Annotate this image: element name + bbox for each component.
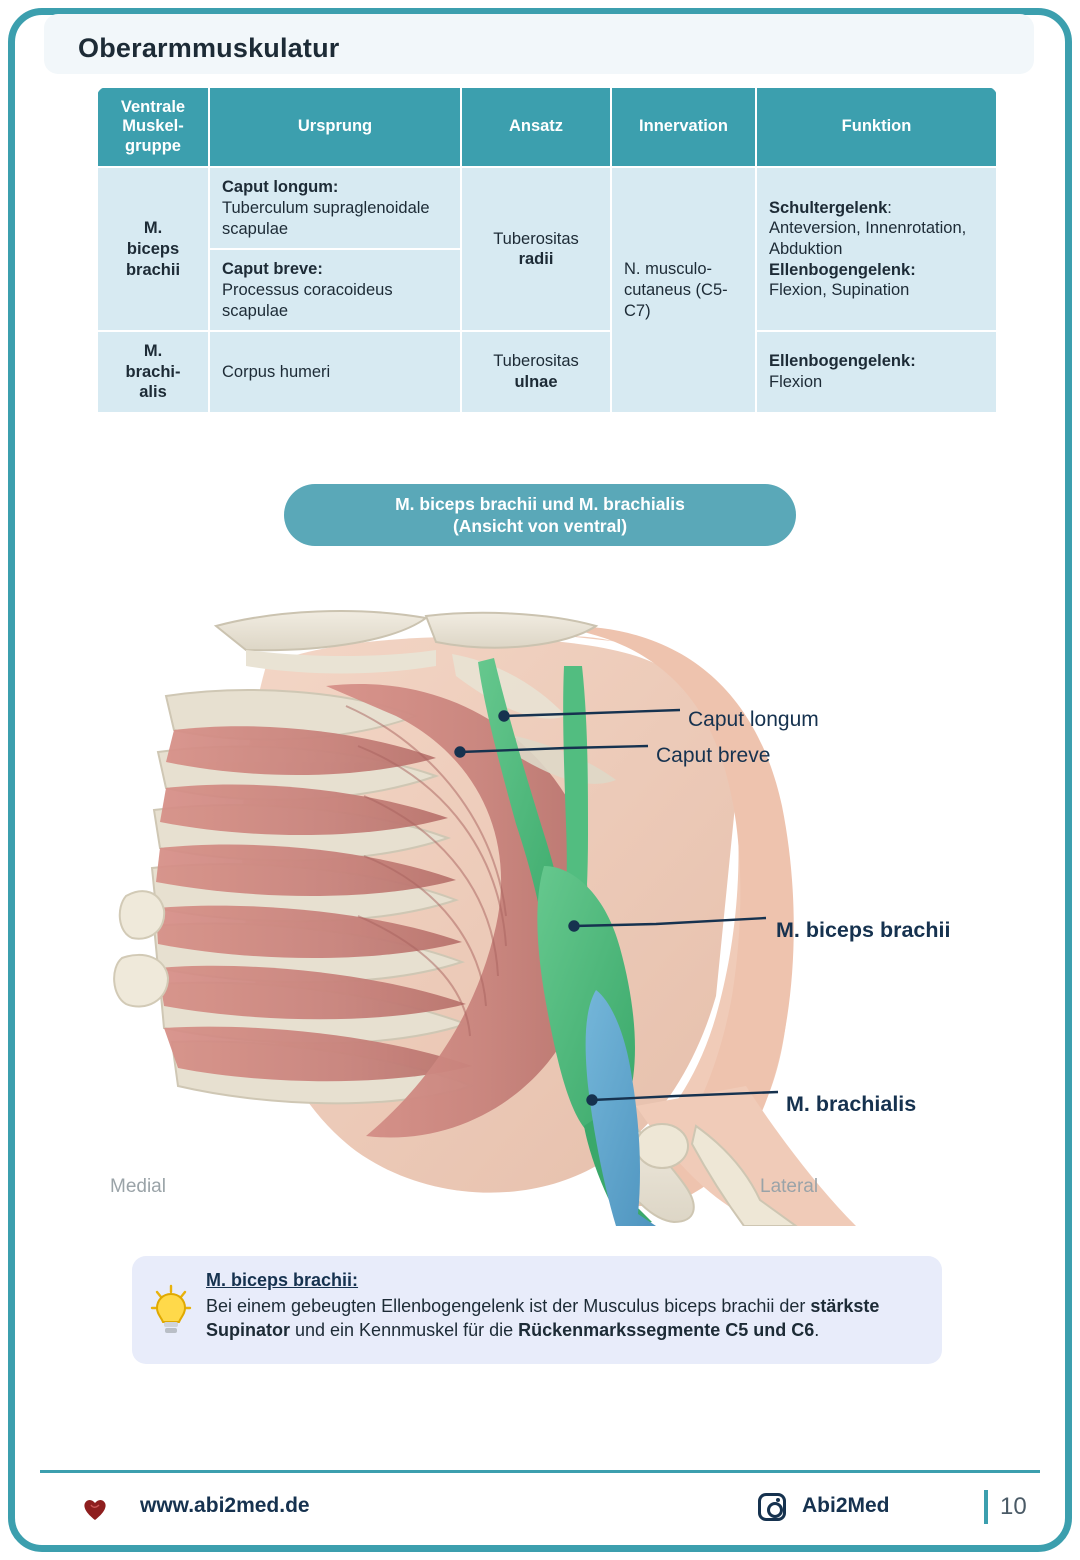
funktion-schultergelenk (769, 198, 984, 260)
figure-caption-line-2: (Ansicht von ventral) (452, 516, 628, 536)
funktion-ellenbogengelenk (769, 260, 984, 301)
muscle-line-1: M. (143, 342, 163, 361)
hint-text-2: und ein Kennmuskel für die (290, 1319, 519, 1340)
figure-caption-pill (284, 484, 796, 546)
heart-icon (82, 1496, 108, 1522)
innervation-biceps: N. musculo-cutaneus (C5-C7) (611, 167, 756, 413)
ansatz-brachialis (461, 331, 611, 413)
ansatz-bold-biceps: radii (518, 250, 554, 269)
vertebra (120, 891, 164, 939)
funktion-text-brachialis: Flexion (769, 373, 823, 392)
table-header-ursprung: Ursprung (209, 87, 461, 167)
hint-text-1: Bei einem gebeugten Ellenbogengelenk ist der Musculus biceps brachii der (206, 1296, 811, 1316)
muscle-table-wrapper (96, 86, 996, 414)
muscle-name-biceps (97, 167, 209, 331)
funktion-label-brachialis: Ellenbogengelenk: (769, 352, 916, 371)
muscle-table (96, 86, 998, 414)
funktion-biceps (756, 167, 997, 331)
header-line-3: gruppe (125, 136, 181, 155)
hint-body (206, 1295, 924, 1343)
hint-bold-2: Rückenmarkssegmente C5 und C6 (518, 1319, 815, 1340)
vertebra (114, 955, 168, 1007)
table-header-funktion: Funktion (756, 87, 997, 167)
header-line-1: Ventrale (120, 98, 186, 116)
muscle-line-3: brachii (125, 260, 181, 279)
orientation-label-medial: Medial (110, 1176, 166, 1197)
hint-box (132, 1256, 942, 1364)
funktion-text-schultergelenk: Anteversion, Innenrotation, Abduktion (769, 219, 967, 258)
lightbulb-icon (150, 1284, 192, 1336)
elbow-condyle (636, 1124, 688, 1168)
label-m-biceps-brachii: M. biceps brachii (776, 918, 951, 942)
funktion-label-ellenbogengelenk: Ellenbogengelenk: (769, 260, 916, 279)
footer-url[interactable]: www.abi2med.de (140, 1494, 310, 1517)
funktion-label-schultergelenk: Schultergelenk (769, 198, 888, 217)
table-header-innervation: Innervation (611, 87, 756, 167)
label-caput-longum: Caput longum (688, 708, 819, 731)
hint-title: M. biceps brachii: (206, 1270, 359, 1290)
anatomy-svg (96, 566, 996, 1226)
footer-handle[interactable]: Abi2Med (802, 1494, 890, 1517)
table-row (97, 167, 997, 249)
ansatz-bold-brachialis: ulnae (514, 373, 558, 392)
ursprung-label-caput-breve: Caput breve: (222, 260, 323, 279)
funktion-sep-1: : (887, 198, 892, 217)
muscle-line-1: M. (143, 219, 163, 238)
header-line-2: Muskel- (122, 117, 184, 136)
acromion-bone (426, 613, 596, 648)
hint-bold-1: stärkste Supinator (206, 1296, 880, 1340)
ursprung-label-caput-longum: Caput longum: (222, 178, 339, 197)
page-title: Oberarmmuskulatur (78, 32, 340, 63)
figure-caption-line-1: M. biceps brachii und M. brachialis (395, 493, 685, 514)
ursprung-brachialis: Corpus humeri (209, 331, 461, 413)
hint-text-3: . (814, 1319, 820, 1340)
ursprung-text-caput-longum: Tuberculum supraglenoidale scapulae (222, 199, 430, 238)
funktion-text-ellenbogengelenk: Flexion, Supination (769, 281, 910, 300)
instagram-icon[interactable] (758, 1493, 786, 1521)
muscle-line-2: biceps (126, 239, 180, 258)
table-row (97, 331, 997, 413)
ansatz-biceps (461, 167, 611, 331)
muscle-line-2: brachi- (125, 362, 181, 381)
ursprung-text-caput-breve: Processus coracoideus scapulae (222, 280, 393, 320)
page-title-bar (78, 22, 1008, 74)
orientation-label-lateral: Lateral (760, 1176, 819, 1197)
table-header-muskelgruppe (97, 87, 209, 167)
page-footer (40, 1474, 1040, 1546)
label-m-brachialis: M. brachialis (786, 1092, 917, 1116)
ursprung-caput-breve (209, 249, 461, 331)
page-number: 10 (984, 1490, 1027, 1524)
funktion-brachialis (756, 331, 997, 413)
ansatz-text-brachialis: Tuberositas (493, 352, 579, 371)
label-caput-breve: Caput breve (656, 744, 771, 767)
ansatz-text-biceps: Tuberositas (493, 229, 579, 248)
table-header-ansatz: Ansatz (461, 87, 611, 167)
muscle-line-3: alis (139, 383, 167, 402)
ursprung-caput-longum (209, 167, 461, 249)
footer-divider (40, 1470, 1040, 1473)
anatomy-illustration (96, 566, 996, 1226)
table-header-row (97, 87, 997, 167)
muscle-name-brachialis (97, 331, 209, 413)
